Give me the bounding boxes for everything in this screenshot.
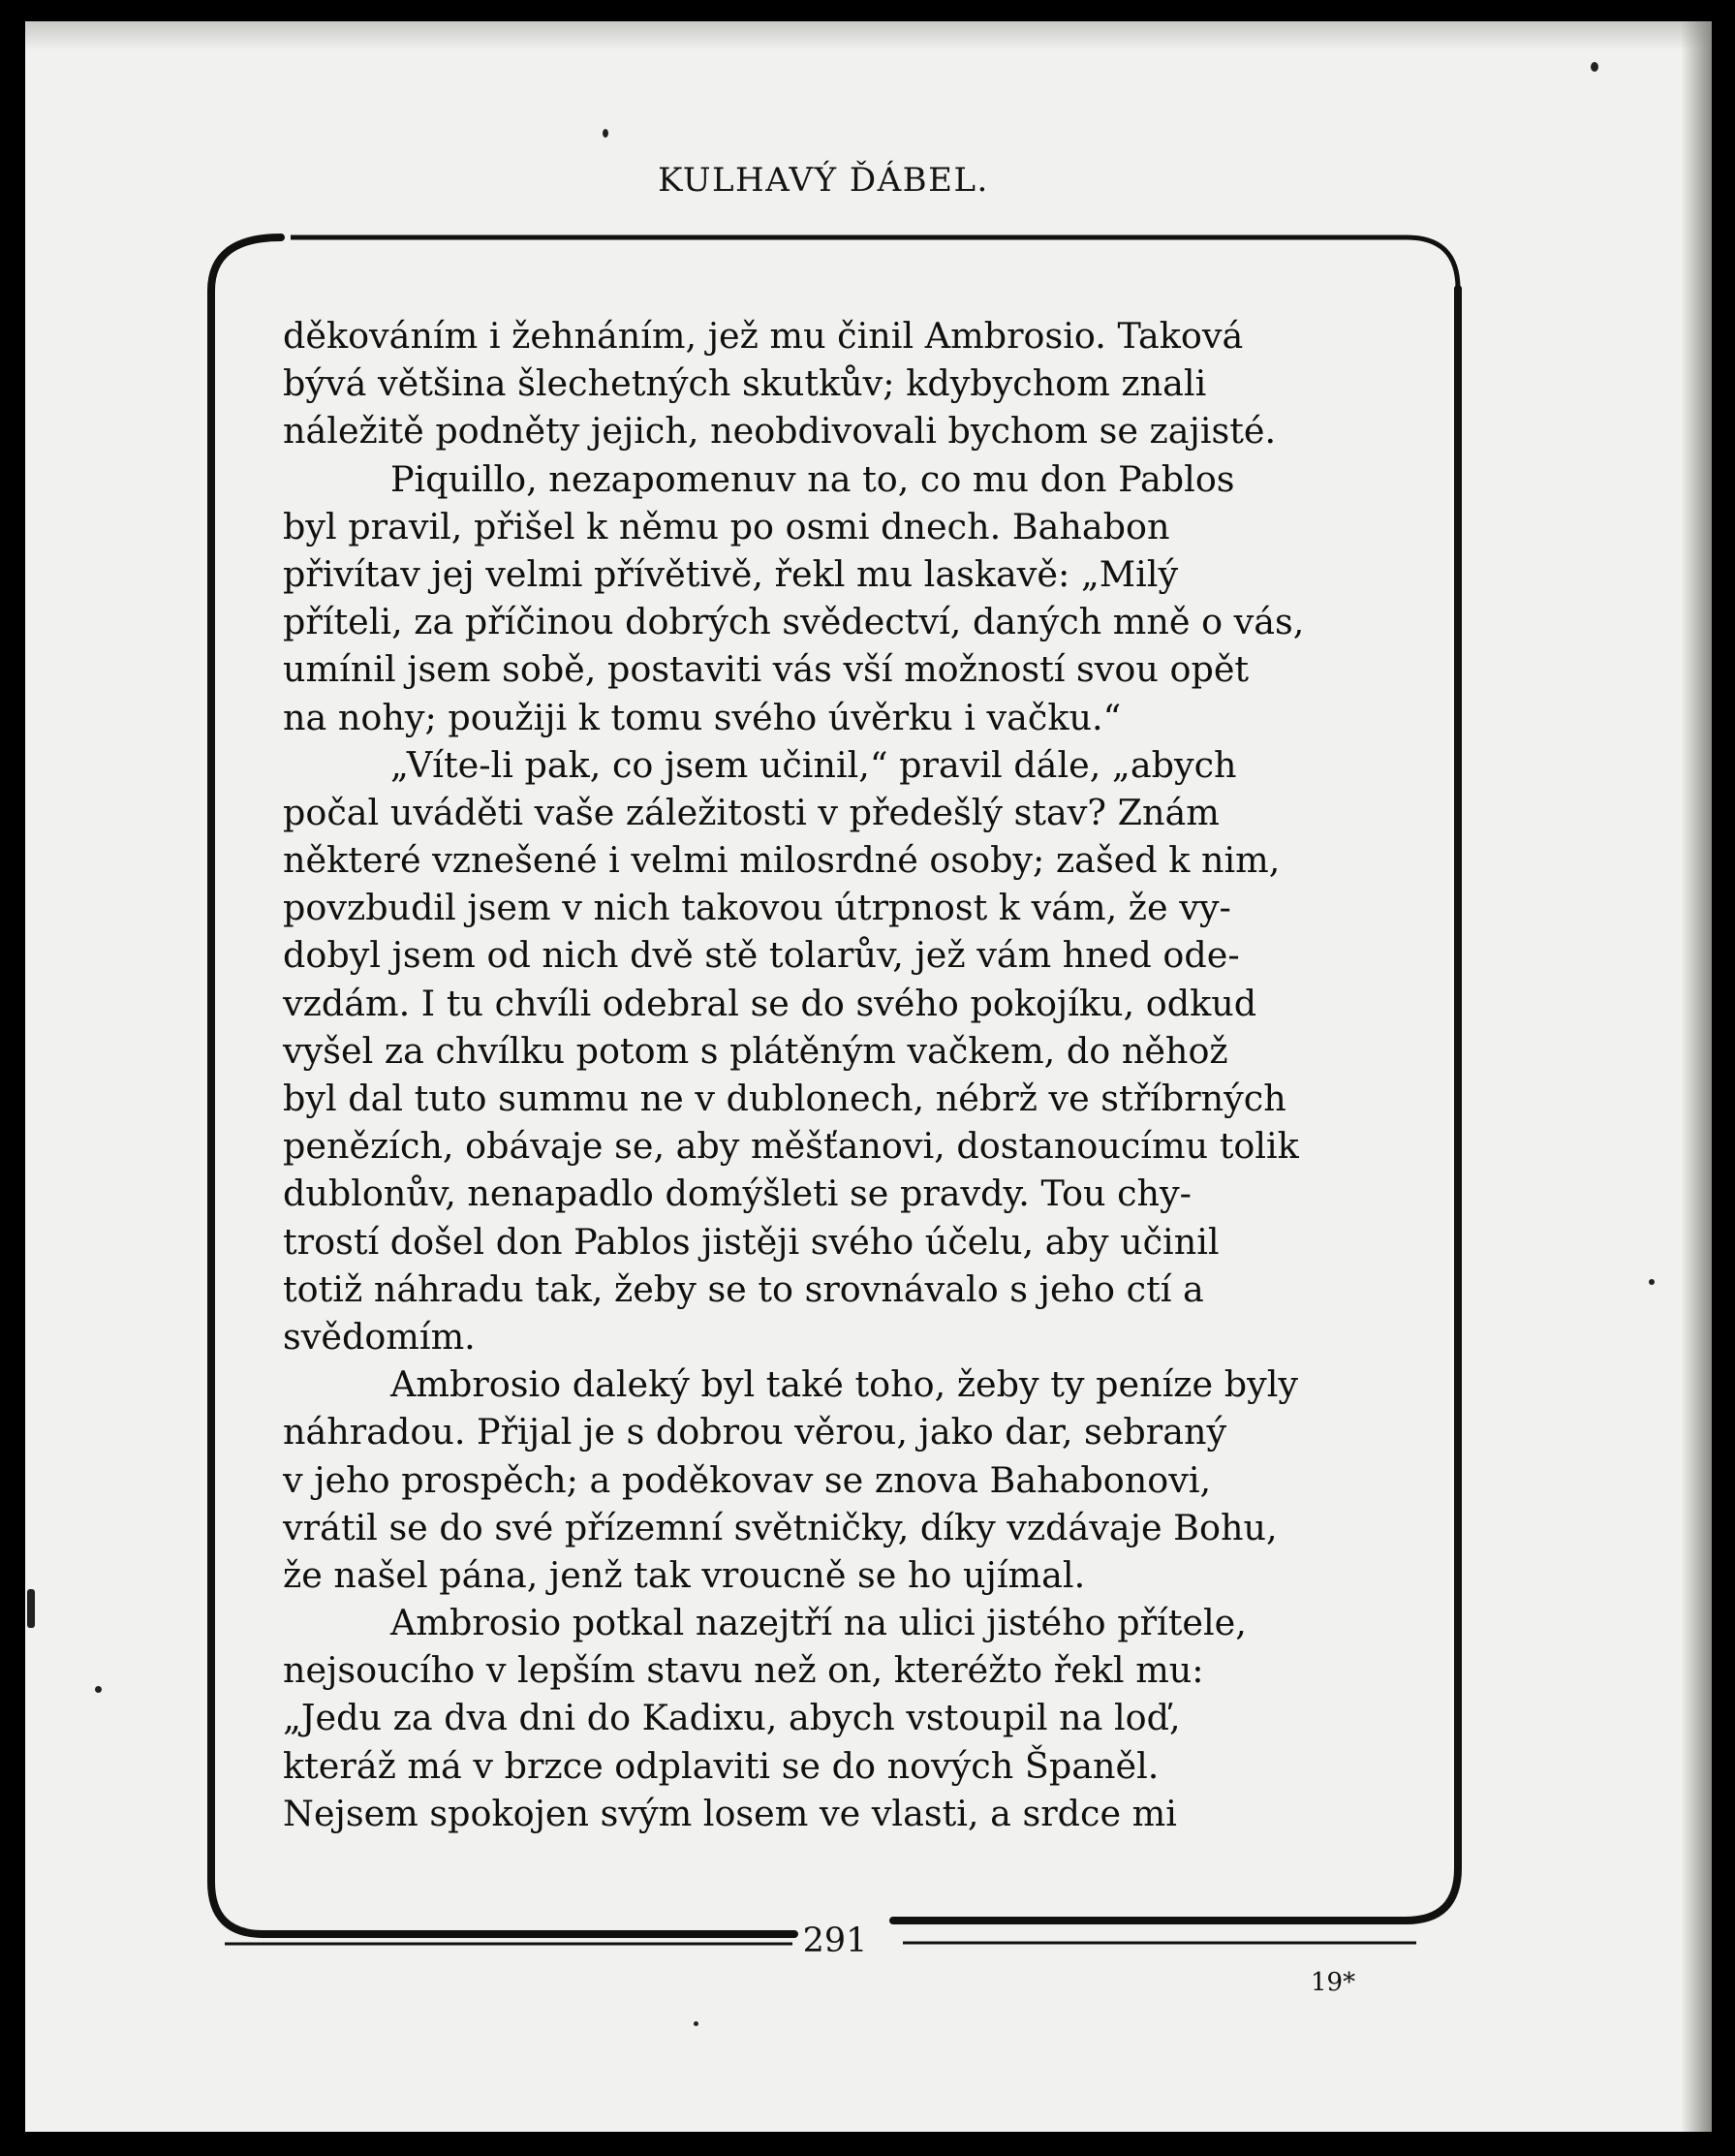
text-line: povzbudil jsem v nich takovou útrpnost k vám, že vy- — [283, 887, 1231, 929]
text-line: děkováním i žehnáním, jež mu činil Ambrosio. Taková — [283, 315, 1244, 357]
running-head: KULHAVÝ ĎÁBEL. — [658, 161, 989, 200]
text-line: náhradou. Přijal je s dobrou věrou, jako dar, sebraný — [283, 1411, 1227, 1453]
body-text — [283, 312, 1382, 1837]
text-line: vzdám. I tu chvíli odebral se do svého pokojíku, odkud — [283, 982, 1257, 1024]
text-line: přivítav jej velmi přívětivě, řekl mu laskavě: „Milý — [283, 552, 1179, 595]
binding-mark — [27, 1589, 35, 1628]
text-line: Ambrosio daleký byl také toho, žeby ty peníze byly — [390, 1363, 1298, 1406]
text-line: trostí došel don Pablos jistěji svého účelu, aby učinil — [283, 1220, 1220, 1263]
text-line: Ambrosio potkal nazejtří na ulici jistého přítele, — [390, 1602, 1247, 1644]
text-line: dobyl jsem od nich dvě stě tolarův, jež vám hned ode- — [283, 934, 1240, 977]
text-line: náležitě podněty jejich, neobdivovali bychom se zajisté. — [283, 410, 1277, 453]
text-line: byl dal tuto summu ne v dublonech, nébrž ve stříbrných — [283, 1078, 1286, 1119]
ink-speck — [1649, 1279, 1655, 1285]
page-number: 291 — [802, 1922, 868, 1960]
text-line: kteráž má v brzce odplaviti se do nových Španěl. — [283, 1744, 1160, 1787]
text-line: na nohy; použiji k tomu svého úvěrku i vačku.“ — [283, 696, 1122, 738]
ink-speck — [603, 129, 608, 138]
ink-speck — [95, 1686, 102, 1693]
text-line: v jeho prospěch; a poděkovav se znova Bahabonovi, — [283, 1458, 1212, 1501]
ink-speck — [694, 2021, 698, 2026]
ink-speck — [1591, 62, 1598, 72]
signature-mark: 19* — [1311, 1968, 1356, 1997]
text-line: příteli, za příčinou dobrých svědectví, daných mně o vás, — [283, 601, 1305, 643]
text-line: Nejsem spokojen svým losem ve vlasti, a srdce mi — [283, 1792, 1177, 1834]
text-line: počal uváděti vaše záležitosti v předešlý stav? Znám — [283, 791, 1220, 833]
text-line: vrátil se do své přízemní světničky, díky vzdávaje Bohu, — [283, 1506, 1278, 1548]
text-line: bývá většina šlechetných skutkův; kdybychom znali — [283, 362, 1207, 405]
text-line: „Jedu za dva dni do Kadixu, abych vstoupil na loď, — [283, 1697, 1181, 1739]
text-line: svědomím. — [283, 1315, 476, 1358]
text-line: některé vznešené i velmi milosrdné osoby; zašed k nim, — [283, 839, 1281, 882]
text-line: dublonův, nenapadlo domýšleti se pravdy. Tou chy- — [283, 1172, 1193, 1215]
text-line: byl pravil, přišel k němu po osmi dnech. Bahabon — [283, 505, 1170, 547]
text-line: nejsoucího v lepším stavu než on, kteréžto řekl mu: — [283, 1649, 1204, 1692]
text-line: penězích, obávaje se, aby měšťanovi, dostanoucímu tolik — [283, 1125, 1299, 1168]
text-line: totiž náhradu tak, žeby se to srovnávalo s jeho ctí a — [283, 1267, 1204, 1310]
text-line: Piquillo, nezapomenuv na to, co mu don Pablos — [390, 457, 1235, 500]
text-line: vyšel za chvílku potom s plátěným vačkem, do něhož — [283, 1029, 1228, 1072]
text-line: umínil jsem sobě, postaviti vás vší možností svou opět — [283, 648, 1250, 691]
text-line: že našel pána, jenž tak vroucně se ho ujímal. — [283, 1553, 1086, 1596]
text-line: „Víte-li pak, co jsem učinil,“ pravil dále, „abych — [390, 743, 1237, 786]
